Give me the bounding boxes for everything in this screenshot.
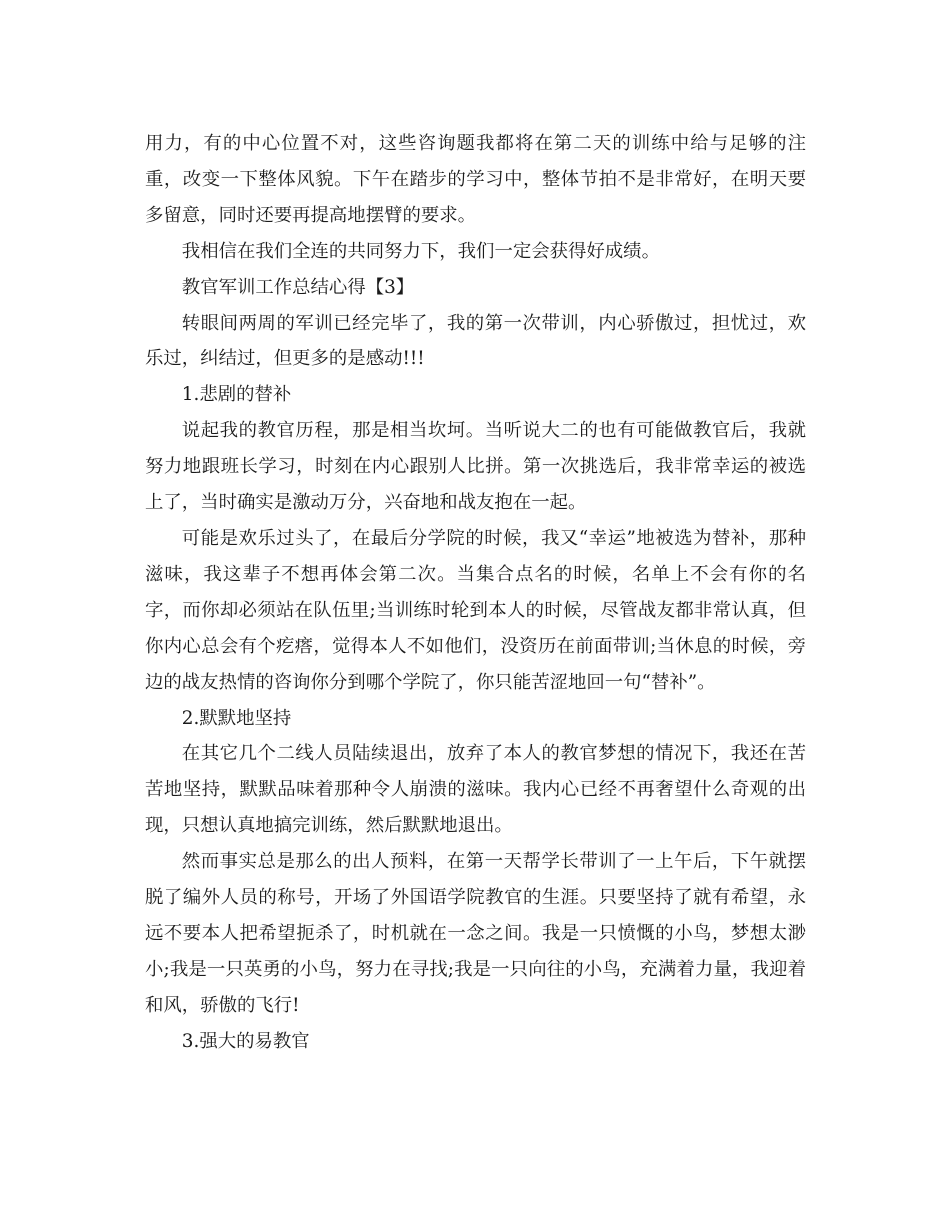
paragraph-6: 然而事实总是那么的出人预料，在第一天帮学长带训了一上午后，下午就摆脱了编外人员的称号，开场了外国语学院教官的生涯。只要坚持了就有希望，永远不要本人把希望扼杀了，时机就在一念之间。我是一只愤慨的小鸟，梦想太渺小;我是一只英勇的小鸟，努力在寻找;我是一只向往的小鸟，充满着力量，我迎着和风，骄傲的飞行! [145, 851, 806, 1016]
paragraph-intro: 转眼间两周的军训已经完毕了，我的第一次带训，内心骄傲过，担忧过，欢乐过，纠结过，但更多的是感动!!! [145, 312, 806, 370]
section-title: 教官军训工作总结心得【3】 [181, 276, 415, 298]
paragraph-1: 用力，有的中心位置不对，这些咨询题我都将在第二天的训练中给与足够的注重，改变一下整体风貌。下午在踏步的学习中，整体节拍不是非常好，在明天要多留意，同时还要再提高地摆臂的要求。 [145, 133, 806, 226]
paragraph-4: 可能是欢乐过头了，在最后分学院的时候，我又“幸运”地被选为替补，那种滋味，我这辈子不想再体会第二次。当集合点名的时候，名单上不会有你的名字，而你却必须站在队伍里;当训练时轮到本人的时候，尽管战友都非常认真，但你内心总会有个疙瘩，觉得本人不如他们，没资历在前面带训;当休息的时候，旁边的战友热情的咨询你分到哪个学院了，你只能苦涩地回一句“替补”。 [145, 527, 806, 693]
document-body [145, 126, 806, 1060]
paragraph-3: 说起我的教官历程，那是相当坎坷。当听说大二的也有可能做教官后，我就努力地跟班长学习，时刻在内心跟别人比拼。第一次挑选后，我非常幸运的被选上了，当时确实是激动万分，兴奋地和战友抱在一起。 [145, 420, 806, 514]
subheading-3: 3.强大的易教官 [181, 1030, 310, 1052]
paragraph-2: 我相信在我们全连的共同努力下，我们一定会获得好成绩。 [181, 240, 660, 262]
paragraph-5: 在其它几个二线人员陆续退出，放弃了本人的教官梦想的情况下，我还在苦苦地坚持，默默品味着那种令人崩溃的滋味。我内心已经不再奢望什么奇观的出现，只想认真地搞完训练，然后默默地退出。 [145, 743, 806, 837]
subheading-2: 2.默默地坚持 [181, 707, 292, 729]
subheading-1: 1.悲剧的替补 [181, 384, 292, 406]
